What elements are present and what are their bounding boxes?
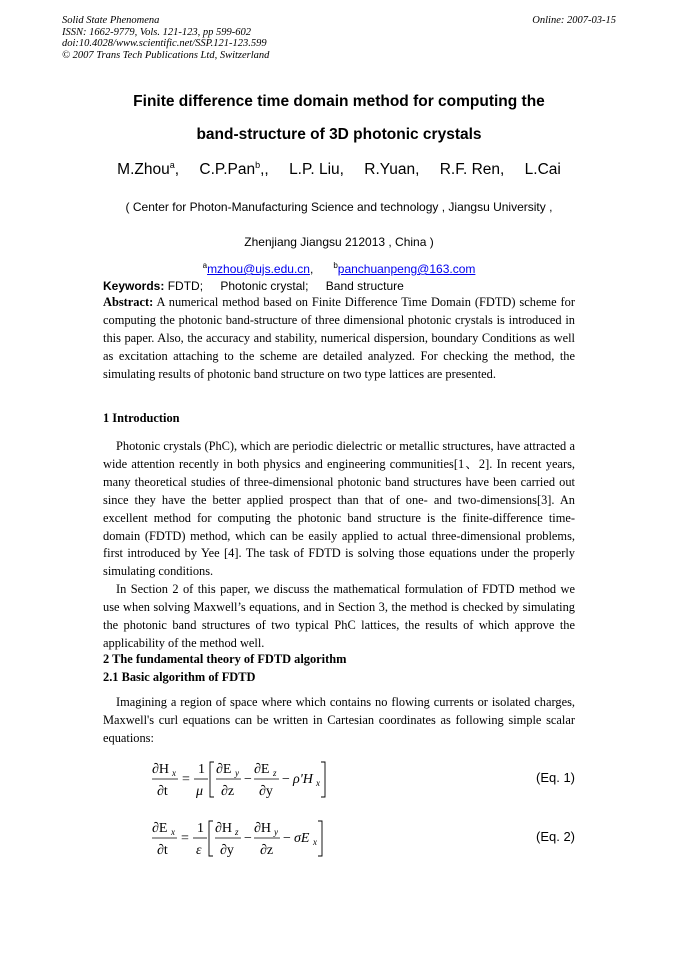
section-heading-introduction: 1 Introduction bbox=[103, 411, 180, 425]
affiliation-line-2: Zhenjiang Jiangsu 212013 , China ) bbox=[244, 235, 434, 249]
svg-text:∂H: ∂H bbox=[254, 821, 272, 836]
svg-text:x: x bbox=[316, 778, 320, 788]
svg-text:−: − bbox=[283, 831, 291, 846]
svg-text:x: x bbox=[171, 827, 175, 837]
svg-text:∂z: ∂z bbox=[221, 784, 235, 799]
paragraph: Photonic crystals (PhC), which are periodic dielectric or metallic structures, have attracted a wide attention recently in both physics and engineering communities[1、2]. In recent years, many theoretical studies of three-dimensional photonic band structures have been carried out since they have the better applied prospect than that of one- and two-dimensions[3]. An excellent method for computing the photonic band structure is the finite-difference time-domain (FDTD) method, which can be easily applied to actual three-dimensional problems, first introduced by Yee [4]. The task of FDTD is solving those equations under the properly simulating conditions. bbox=[103, 439, 575, 579]
svg-text:z: z bbox=[235, 827, 239, 837]
introduction-body bbox=[103, 438, 575, 653]
svg-text:y: y bbox=[235, 768, 239, 778]
svg-text:x: x bbox=[172, 768, 176, 778]
equation-1-label: (Eq. 1) bbox=[535, 770, 575, 785]
keyword: Band structure bbox=[325, 279, 404, 293]
equation-2-label: (Eq. 2) bbox=[535, 829, 575, 844]
abstract-label: Abstract: bbox=[103, 295, 154, 309]
eq-symbol: ∂H bbox=[152, 762, 170, 777]
svg-text:ε: ε bbox=[196, 843, 202, 858]
author: L.Cai bbox=[524, 161, 561, 179]
paragraph: In Section 2 of this paper, we discuss the mathematical formulation of FDTD method we use when solving Maxwell’s equations, and in Section 3, the method is checked by simulating the photonic band structures of two typical PhC lattices, the results of which approve the applicability of the method well. bbox=[103, 582, 575, 650]
journal-name: Solid State Phenomena bbox=[62, 15, 160, 26]
svg-text:ρ'H: ρ'H bbox=[293, 772, 313, 787]
paper-title-line-1: Finite difference time domain method for computing the bbox=[133, 93, 545, 110]
subsection-heading-basic-algorithm: 2.1 Basic algorithm of FDTD bbox=[103, 670, 256, 684]
svg-text:σE: σE bbox=[294, 831, 310, 846]
svg-text:∂t: ∂t bbox=[157, 843, 168, 858]
svg-text:−: − bbox=[244, 831, 252, 846]
keyword: FDTD; bbox=[167, 279, 204, 293]
svg-text:−: − bbox=[282, 772, 290, 787]
svg-text:=: = bbox=[181, 831, 189, 846]
svg-text:∂E: ∂E bbox=[216, 762, 232, 777]
paragraph: Imagining a region of space where which contains no flowing currents or isolated charges, Maxwell's curl equations can be written in Cartesian coordinates as following simple scalar equations: bbox=[103, 695, 575, 745]
author: C.P.Pan$^b$,, bbox=[199, 160, 269, 179]
keywords bbox=[103, 279, 404, 293]
svg-text:μ: μ bbox=[196, 784, 204, 799]
abstract bbox=[103, 294, 575, 384]
equation-2 bbox=[150, 817, 330, 866]
equation-1 bbox=[150, 758, 330, 807]
svg-text:∂E: ∂E bbox=[254, 762, 270, 777]
svg-text:−: − bbox=[244, 772, 252, 787]
svg-text:∂E: ∂E bbox=[152, 821, 168, 836]
author: L.P. Liu, bbox=[289, 161, 344, 179]
svg-text:∂z: ∂z bbox=[260, 843, 274, 858]
section2-body bbox=[103, 694, 575, 748]
email-link-a[interactable]: mzhou@ujs.edu.cn bbox=[207, 262, 310, 276]
abstract-text: A numerical method based on Finite Difference Time Domain (FDTD) scheme for computing the photonic band-structure of three dimensional photonic crystals is introduced in this paper. Also, the accuracy and stability, numerical dispersion, boundary Conditions as well as excitation attaching to the scheme are detailed analyzed. For checking the method, the simulating results of photonic band structure on two type lattices are presented. bbox=[103, 295, 575, 381]
svg-text:1: 1 bbox=[198, 762, 205, 777]
online-date: Online: 2007-03-15 bbox=[532, 15, 616, 26]
copyright-line: © 2007 Trans Tech Publications Ltd, Switzerland bbox=[62, 49, 270, 61]
svg-text:x: x bbox=[313, 837, 317, 847]
author: R.Yuan, bbox=[364, 161, 420, 179]
affiliation-line-1: ( Center for Photon-Manufacturing Science and technology , Jiangsu University , bbox=[125, 200, 553, 214]
section-heading-fdtd-theory: 2 The fundamental theory of FDTD algorithm bbox=[103, 652, 347, 666]
svg-text:y: y bbox=[274, 827, 278, 837]
author: M.Zhou$^a$, bbox=[117, 160, 180, 179]
svg-text:∂H: ∂H bbox=[215, 821, 233, 836]
svg-text:=: = bbox=[182, 772, 190, 787]
author-emails: $^a$mzhou@ujs.edu.cn, $^b$panchuanpeng@163.com bbox=[202, 261, 476, 276]
issn-line: ISSN: 1662-9779, Vols. 121-123, pp 599-602 bbox=[62, 26, 251, 38]
keyword: Photonic crystal; bbox=[220, 279, 309, 293]
keywords-label: Keywords: bbox=[103, 279, 165, 293]
paper-title-line-2: band-structure of 3D photonic crystals bbox=[196, 126, 482, 143]
author: R.F. Ren, bbox=[439, 161, 505, 179]
journal-header bbox=[62, 15, 269, 61]
svg-text:1: 1 bbox=[197, 821, 204, 836]
svg-text:∂t: ∂t bbox=[157, 784, 168, 799]
svg-text:z: z bbox=[273, 768, 277, 778]
email-link-b[interactable]: panchuanpeng@163.com bbox=[337, 262, 476, 276]
svg-text:∂y: ∂y bbox=[220, 843, 234, 858]
doi-line: doi:10.4028/www.scientific.net/SSP.121-123.599 bbox=[62, 38, 267, 49]
author-list bbox=[0, 160, 678, 179]
svg-text:∂y: ∂y bbox=[259, 784, 273, 799]
